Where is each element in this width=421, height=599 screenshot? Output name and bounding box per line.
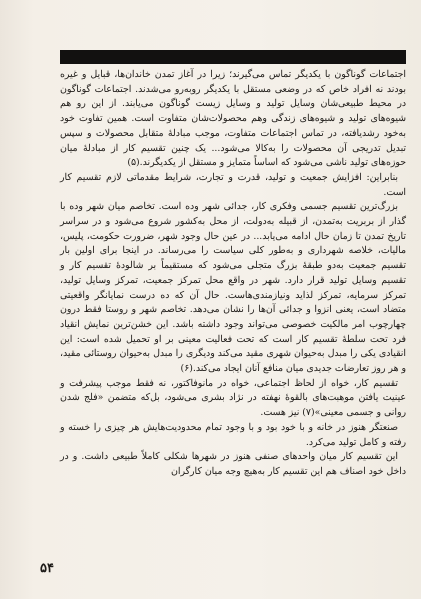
paragraph: بزرگ‌ترین تقسیم جسمی وفکری کار، جدائی شهر وده است. تخاصم میان شهر وده با گذار از بربریت به‌تمدن، از قبیله به‌دولت، از محل به‌کشور شروع می‌شود و در سراسر تاریخ تمدن تا زمان حال ادامه می‌یابد... در عین حال وجود شهر، ضرورت حکومت، پلیس، مالیات، خلاصه شهرداری و به‌طور کلی سیاست را می‌رساند. در اینجا برای اولین بار تقسیم جمعیت به‌دو طبقهٔ بزرگ متجلی می‌شود که مستقیماً بر شالودهٔ تقسیم کار و تقسیم وسایل تولید قرار دارد. شهر در واقع محل تمرکز جمعیت، تمرکز وسایل تولید، تمرکز سرمایه، تمرکز لذاید ونیازمندی‌هاست. حال آن که ده درست نمایانگر واقعیتی متضاد است، یعنی انزوا و جدائی آن‌ها را نشان می‌دهد. تخاصم شهر و روستا فقط درون چهارچوب امر مالکیت خصوصی می‌تواند وجود داشته باشد. این خشن‌ترین نمایش انقیاد فرد تحت سلطهٔ تقسیم کار است که تحت فعالیت معینی بر او تحمیل شده است: این انقیادی یکی را مبدل به‌حیوان شهری مقید می‌کند ودیگری را مبدل به‌حیوان روستائی مقید، و هر روز تعارضات جدیدی میان منافع آنان ایجاد می‌کند.(۶)	[60, 201, 406, 375]
paragraph: تقسیم کار، خواه از لحاظ اجتماعی، خواه در مانوفاکتور، نه فقط موجب پیشرفت و عینیت یافتن موهبت‌های بالقوهٔ نهفته در نژاد بشری می‌شود، بل‌که متضمن «فلج شدن روانی و جسمی معینی»(۷) نیز هست.	[60, 377, 406, 419]
paragraph: این تقسیم کار میان واحدهای صنفی هنوز در شهرها شکلی کاملاً طبیعی داشت. و در داخل خود اصناف هم این تقسیم کار به‌هیچ وجه میان کارگران	[60, 451, 406, 477]
paragraph: اجتماعات گوناگون با یکدیگر تماس می‌گیرند؛ زیرا در آغاز تمدن خاندان‌ها، قبایل و غیره بودند نه افراد خاص که در وضعی مستقل با یکدیگر روبه‌رو می‌شدند. اجتماعات گوناگون در محیط طبیعی‌شان وسایل تولید و وسایل زیست گوناگون می‌یابند. از این رو هم شیوه‌های تولید و شیوه‌های زندگی وهم محصولات‌شان متفاوت است. همین تفاوت خود به‌خود رشدیافته، در تماس اجتماعات متفاوت، موجب مبادلهٔ متقابل محصولات و سپس تبدیل تدریجی آن محصولات را به‌کالا می‌شود... یک چنین تقسیم کار از مبادلهٔ میان حوزه‌های تولید ناشی می‌شود که اساساً متمایز و مستقل از یکدیگرند.(۵)	[60, 69, 406, 169]
page-number: ۵۴	[40, 561, 54, 576]
header-bar	[60, 50, 406, 64]
paragraph: بنابراین: افزایش جمعیت و تولید، قدرت و تجارت، شرایط مقدماتی لازم تقسیم کار است.	[60, 171, 406, 198]
body-text	[60, 68, 406, 480]
paragraph: صنعتگر هنوز در خانه و با خود بود و با وجود تمام محدودیت‌هایش هر چیزی را خسته و رفته و کامل تولید می‌کرد.	[60, 421, 406, 448]
